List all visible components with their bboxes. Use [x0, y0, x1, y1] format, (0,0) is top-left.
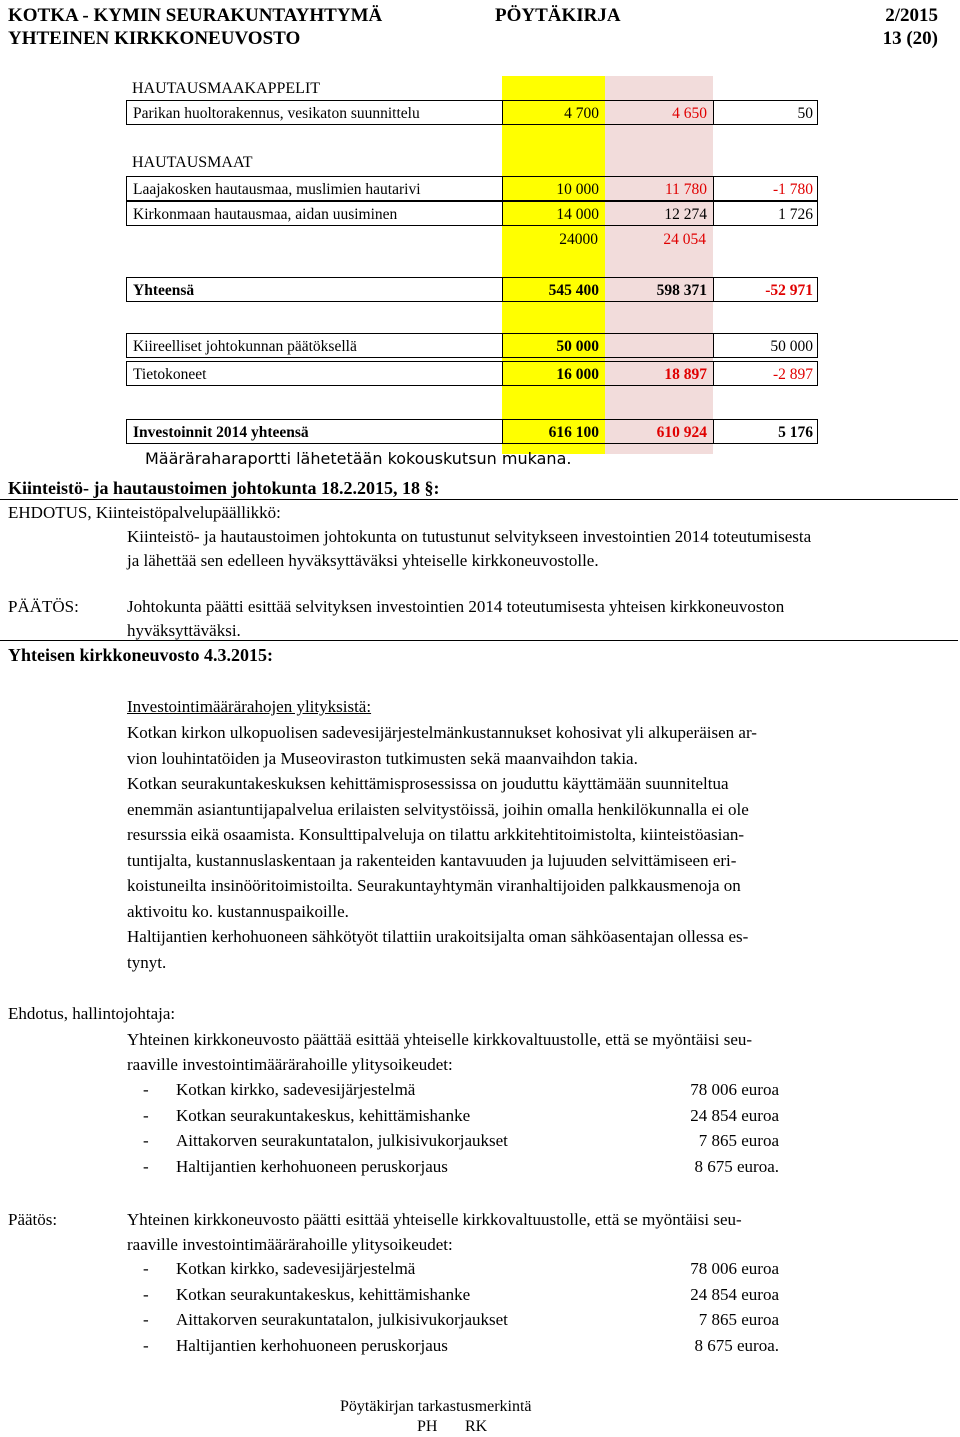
proposal-line: raaville investointimäärärahoille ylitysoikeudet: — [127, 1055, 453, 1074]
row-actual: 24 054 — [663, 231, 706, 248]
row-actual: 610 924 — [656, 424, 707, 441]
paragraph-line: enemmän asiantuntijapalvelua erilaisten selvitystöissä, joihin omalla henkilökunnalla ei ole — [127, 799, 749, 819]
decision-label: Päätös: — [8, 1210, 58, 1229]
budget-column-bg — [502, 76, 605, 454]
row-budget: 14 000 — [556, 206, 599, 223]
row-diff: 5 176 — [778, 424, 813, 441]
row-actual: 18 897 — [664, 366, 707, 383]
proposal-label: EHDOTUS, Kiinteistöpalvelupäällikkö: — [8, 503, 281, 522]
report-note: Määräraharaportti lähetetään kokouskutsun mukana. — [145, 449, 572, 468]
doc-number: 2/2015 — [885, 5, 938, 26]
row-diff: -1 780 — [772, 181, 813, 198]
row-label: Parikan huoltorakennus, vesikaton suunnittelu — [133, 105, 420, 122]
doc-type: PÖYTÄKIRJA — [495, 5, 621, 26]
paragraph-line: tynyt. — [127, 952, 167, 972]
list-dash: - — [143, 1080, 149, 1099]
table-row — [126, 176, 818, 201]
footer-initials-2: RK — [465, 1418, 488, 1435]
list-dash: - — [143, 1310, 149, 1329]
list-dash: - — [143, 1156, 149, 1176]
row-diff: -2 897 — [772, 366, 813, 383]
row-label: Tietokoneet — [133, 366, 207, 383]
row-budget: 24000 — [559, 231, 598, 248]
org-name: KOTKA - KYMIN SEURAKUNTAYHTYMÄ — [8, 5, 383, 26]
row-budget: 16 000 — [556, 366, 599, 383]
row-budget: 4 700 — [564, 105, 599, 122]
paragraph-line: koistuneilta insinööritoimistoilta. Seurakuntayhtymän viranhaltijoiden palkkausmenoja on — [127, 876, 741, 895]
decision-line: raaville investointimäärärahoille ylitysoikeudet: — [127, 1235, 453, 1254]
paragraph-line: Haltijantien kerhohuoneen sähkötyöt tilattiin urakoitsijalta oman sähköasentajan ollessa es- — [127, 927, 749, 946]
table-row — [126, 201, 818, 226]
list-dash: - — [143, 1335, 149, 1355]
row-label: Kirkonmaan hautausmaa, aidan uusiminen — [133, 206, 398, 223]
table-row — [126, 361, 818, 386]
footer-initials-1: PH — [417, 1418, 438, 1435]
decision-line: Johtokunta päätti esittää selvityksen investointien 2014 toteutumisesta yhteisen kirkkoneuvoston — [127, 597, 785, 616]
row-label: Kiireelliset johtokunnan päätöksellä — [133, 338, 357, 355]
row-actual: 12 274 — [664, 206, 707, 223]
list-dash: - — [143, 1105, 149, 1125]
table-row — [126, 100, 818, 125]
table-row — [126, 333, 818, 358]
list-item-name: Kotkan kirkko, sadevesijärjestelmä — [176, 1080, 416, 1099]
row-label: Yhteensä — [133, 282, 195, 299]
list-item-name: Haltijantien kerhohuoneen peruskorjaus — [176, 1335, 448, 1355]
footer-label: Pöytäkirjan tarkastusmerkintä — [340, 1398, 532, 1415]
table-row — [126, 227, 818, 252]
list-item-name: Kotkan seurakuntakeskus, kehittämishanke — [176, 1105, 471, 1125]
list-dash: - — [143, 1259, 149, 1278]
board-heading: Kiinteistö- ja hautaustoimen johtokunta 18.2.2015, 18 §: — [8, 478, 440, 498]
section-title: HAUTAUSMAAKAPPELIT — [132, 80, 321, 97]
paragraph-line: resurssia eikä osaamista. Konsulttipalveluja on tilattu arkkitehtitoimistolta, kiinteistöasian- — [127, 825, 745, 844]
row-label: Laajakosken hautausmaa, muslimien hautarivi — [133, 181, 421, 198]
row-diff: 50 — [797, 105, 813, 122]
paragraph-line: Kotkan seurakuntakeskuksen kehittämisprosessissa on jouduttu käyttämään suunniteltua — [127, 774, 729, 793]
list-item-name: Aittakorven seurakuntatalon, julkisivukorjaukset — [176, 1131, 508, 1150]
row-budget: 50 000 — [556, 338, 599, 355]
decision-line: Yhteinen kirkkoneuvosto päätti esittää yhteiselle kirkkovaltuustolle, että se myöntäisi seu- — [127, 1210, 742, 1229]
section-title: HAUTAUSMAAT — [132, 154, 253, 171]
row-diff: -52 971 — [765, 282, 813, 299]
proposal-line: ja lähettää sen edelleen hyväksyttäväksi yhteiselle kirkkoneuvostolle. — [127, 551, 599, 570]
paragraph-line: aktivoitu ko. kustannuspaikoille. — [127, 901, 349, 921]
row-budget: 545 400 — [548, 282, 599, 299]
council-name: YHTEINEN KIRKKONEUVOSTO — [8, 28, 301, 49]
actual-column-bg — [605, 76, 713, 454]
proposal-label: Ehdotus, hallintojohtaja: — [8, 1004, 176, 1023]
row-actual: 11 780 — [664, 181, 707, 198]
paragraph-line: Kotkan kirkon ulkopuolisen sadevesijärjestelmänkustannukset kohosivat yli alkuperäisen ar- — [127, 723, 757, 742]
council-heading: Yhteisen kirkkoneuvosto 4.3.2015: — [8, 645, 274, 665]
row-label: Investoinnit 2014 yhteensä — [133, 424, 309, 441]
page-number: 13 (20) — [882, 28, 938, 49]
row-diff: 1 726 — [778, 206, 813, 223]
row-actual: 598 371 — [656, 282, 707, 299]
overrun-title: Investointimäärärahojen ylityksistä: — [127, 697, 372, 716]
list-dash: - — [143, 1131, 149, 1150]
table-row — [126, 277, 818, 302]
paragraph-line: vion louhintatöiden ja Museoviraston tutkimusten sekä maanvaihdon takia. — [127, 748, 638, 768]
list-item-name: Kotkan kirkko, sadevesijärjestelmä — [176, 1259, 416, 1278]
decision-line: hyväksyttäväksi. — [127, 621, 241, 640]
proposal-line: Yhteinen kirkkoneuvosto päättää esittää yhteiselle kirkkovaltuustolle, että se myöntäisi seu- — [127, 1030, 753, 1049]
list-item-name: Kotkan seurakuntakeskus, kehittämishanke — [176, 1284, 471, 1304]
paragraph-line: tuntijalta, kustannuslaskentaan ja rakenteiden kantavuuden ja lujuuden selvittämiseen eri- — [127, 850, 737, 870]
row-budget: 10 000 — [556, 181, 599, 198]
list-item-name: Aittakorven seurakuntatalon, julkisivukorjaukset — [176, 1310, 508, 1329]
table-row — [126, 419, 818, 444]
row-budget: 616 100 — [548, 424, 599, 441]
row-diff: 50 000 — [770, 338, 813, 355]
proposal-line: Kiinteistö- ja hautaustoimen johtokunta on tutustunut selvitykseen investointien 2014 toteutumisesta — [127, 527, 812, 546]
divider — [0, 640, 958, 641]
row-actual: 4 650 — [672, 105, 707, 122]
list-dash: - — [143, 1284, 149, 1304]
decision-label: PÄÄTÖS: — [8, 597, 79, 616]
list-item-name: Haltijantien kerhohuoneen peruskorjaus — [176, 1156, 448, 1176]
